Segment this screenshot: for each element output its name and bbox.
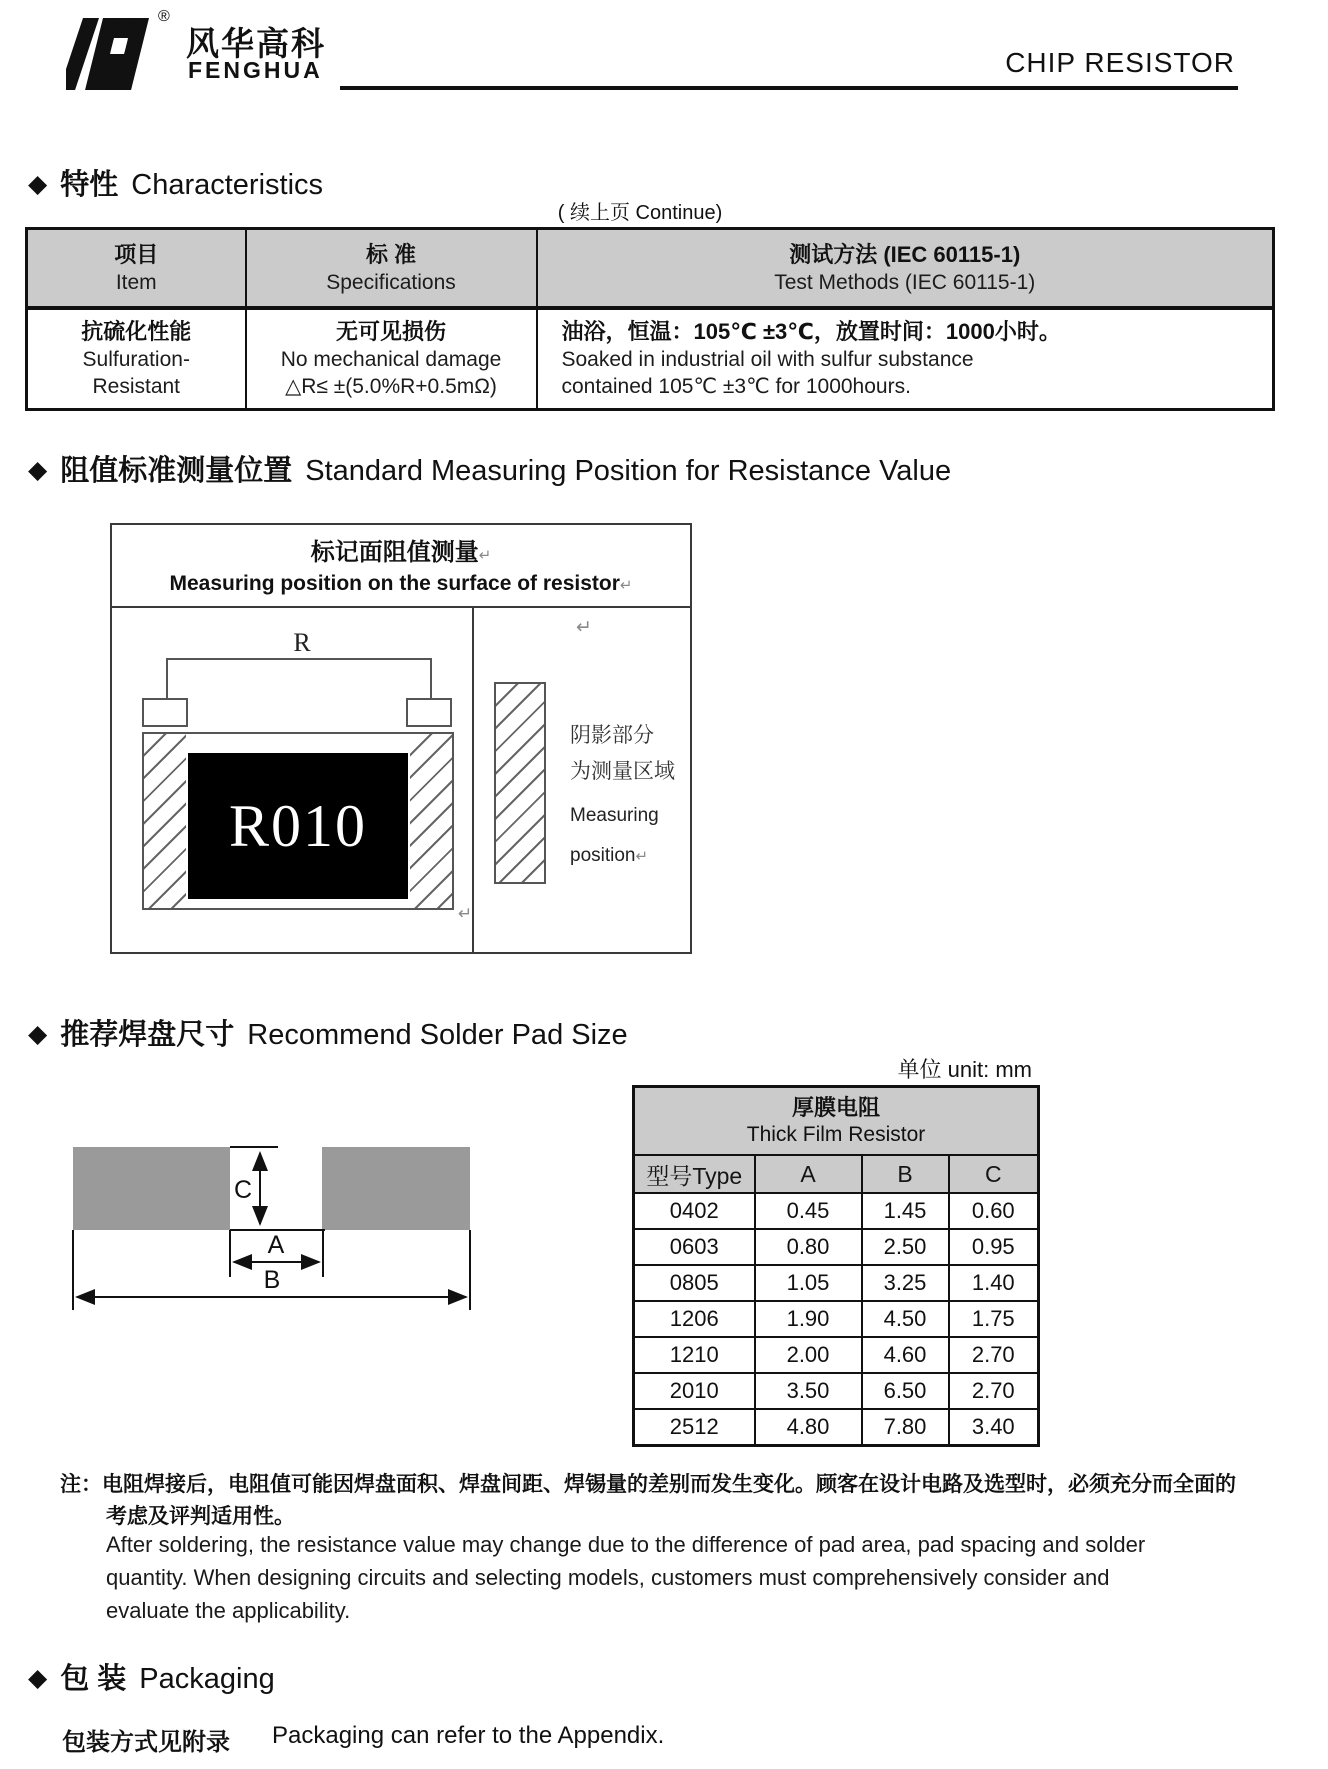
return-mark-icon: ↵ [635,848,649,865]
col-header-spec-cn: 标 准 [365,241,417,267]
solder-pad-left [73,1147,230,1230]
measuring-figure-title-cn [112,532,690,567]
method-cn: 油浴，恒温：105℃ ±3℃，放置时间：1000小时。 [561,319,1061,344]
section-title-en: Standard Measuring Position for Resistance Value [305,455,952,487]
pad-type: 2010 [634,1373,755,1409]
return-mark-icon: ↵ [458,904,473,923]
measuring-area-swatch [494,682,546,884]
cell-method [537,308,1274,410]
solder-pad-diagram [60,1140,490,1318]
pad-a: 0.80 [755,1229,862,1265]
note-line-5: evaluate the applicability. [106,1598,351,1623]
diamond-bullet-icon: ◆ [28,1664,48,1692]
section-title-cn: 包 装 [60,1663,127,1695]
pad-c: 2.70 [949,1337,1039,1373]
pad-col-c: C [949,1155,1039,1193]
measuring-figure-body [112,608,690,952]
return-mark-icon: ↵ [619,577,633,594]
shade-note-en-line2 [570,836,659,877]
pad-b: 6.50 [862,1373,949,1409]
item-en-line1: Sulfuration- [82,348,190,371]
pad-c: 1.75 [949,1301,1039,1337]
header-rule [340,86,1238,90]
shade-note-cn-line1: 阴影部分 [570,724,654,747]
chip-terminal-right [410,734,452,908]
pad-type: 0402 [634,1193,755,1229]
note-line-3: After soldering, the resistance value may change due to the difference of pad area, pad spacing and solder [106,1532,1146,1557]
return-mark-icon: ↵ [478,547,492,564]
pad-b: 7.80 [862,1409,949,1446]
section-title-en: Characteristics [131,169,324,201]
probe-contact-right [406,698,452,727]
item-en-line2: Resistant [92,375,181,398]
col-header-item-en: Item [115,270,157,294]
pad-col-a: A [755,1155,862,1193]
pad-a: 1.90 [755,1301,862,1337]
probe-contact-left [142,698,188,727]
pad-c: 2.70 [949,1373,1039,1409]
col-header-spec [246,229,537,309]
col-header-method [537,229,1274,309]
pad-col-type: 型号Type [634,1155,755,1193]
pad-a: 4.80 [755,1409,862,1446]
pad-b: 4.50 [862,1301,949,1337]
table-row [634,1337,1039,1373]
section-title-characteristics [28,162,323,203]
table-row [634,1265,1039,1301]
col-header-method-en: Test Methods (IEC 60115-1) [774,270,1036,294]
brand-name-en: FENGHUA [188,57,323,83]
registered-mark: ® [158,8,170,25]
measuring-title-en-text: Measuring position on the surface of resistor [169,572,620,595]
pad-c: 1.40 [949,1265,1039,1301]
dim-a-label: A [267,1231,285,1259]
pad-b: 3.25 [862,1265,949,1301]
pad-table-caption-en: Thick Film Resistor [746,1123,926,1146]
chip-marking: R010 [188,753,408,899]
col-header-spec-en: Specifications [326,270,456,294]
fenghua-logo-icon [66,14,150,94]
return-mark-icon: ↵ [576,617,592,638]
pad-table-caption-cn: 厚膜电阻 [792,1095,881,1120]
dim-c-label: C [233,1176,252,1204]
shade-note-en-line1: Measuring [570,805,659,826]
pad-b: 2.50 [862,1229,949,1265]
section-title-en: Packaging [139,1663,275,1695]
pad-type: 1210 [634,1337,755,1373]
characteristics-table [25,227,1275,411]
section-title-measuring [28,448,951,489]
method-en-line2: contained 105℃ ±3℃ for 1000hours. [561,375,911,398]
cell-item [27,308,246,410]
pad-type: 1206 [634,1301,755,1337]
pad-table-caption-row [634,1087,1039,1156]
chip-terminal-left [144,734,186,908]
measuring-figure-title-en [112,572,690,596]
pad-type: 2512 [634,1409,755,1446]
table-row-sulfuration [27,308,1274,410]
shade-note-en-line2-text: position [570,845,636,866]
pad-table-header-row [634,1155,1039,1193]
shade-note-cn [570,718,675,790]
shade-note-en [570,796,659,877]
spec-cn: 无可见损伤 [335,319,446,344]
continue-note: ( 续上页 Continue) [557,202,723,224]
spec-formula: △R≤ ±(5.0%R+0.5mΩ) [285,375,497,398]
measuring-position-figure [110,523,692,954]
spec-en: No mechanical damage [280,348,502,371]
pad-a: 1.05 [755,1265,862,1301]
pad-col-b: B [862,1155,949,1193]
pad-type: 0603 [634,1229,755,1265]
section-title-cn: 推荐焊盘尺寸 [60,1019,235,1051]
pad-table-caption [634,1087,1039,1156]
table-row [634,1193,1039,1229]
table-row [634,1229,1039,1265]
shade-note-cn-line2: 为测量区域 [570,760,675,783]
dim-b-label: B [263,1266,281,1294]
pad-a: 2.00 [755,1337,862,1373]
diamond-bullet-icon: ◆ [28,456,48,484]
pad-a: 3.50 [755,1373,862,1409]
diamond-bullet-icon: ◆ [28,170,48,198]
pad-c: 0.95 [949,1229,1039,1265]
pad-c: 3.40 [949,1409,1039,1446]
section-title-en: Recommend Solder Pad Size [247,1019,628,1051]
chip-resistor-drawing [142,732,454,910]
packaging-body-en: Packaging can refer to the Appendix. [272,1722,665,1749]
table-row [634,1409,1039,1446]
chip-drawing-cell [112,608,474,952]
section-title-cn: 阻值标准测量位置 [60,455,293,487]
section-title-cn: 特性 [60,169,119,201]
brand-name-cn: 风华高科 [186,25,326,62]
method-en-line1: Soaked in industrial oil with sulfur substance [561,348,974,371]
cell-spec [246,308,537,410]
page-title: CHIP RESISTOR [1005,47,1235,78]
section-title-packaging [28,1656,275,1697]
solder-pad-right [322,1147,470,1230]
packaging-body-cn: 包装方式见附录 [62,1729,230,1756]
section-title-solder-pad [28,1012,628,1053]
measuring-title-cn-text: 标记面阻值测量 [310,539,479,566]
col-header-item-cn: 项目 [114,241,159,267]
item-cn: 抗硫化性能 [81,319,192,344]
pad-type: 0805 [634,1265,755,1301]
pad-b: 1.45 [862,1193,949,1229]
solder-pad-table [632,1085,1040,1447]
col-header-item [27,229,246,309]
note-line-1: 注：电阻焊接后，电阻值可能因焊盘面积、焊盘间距、焊锡量的差别而发生变化。顾客在设计电路及选型时，必须充分而全面的 [60,1473,1236,1496]
note-line-4: quantity. When designing circuits and selecting models, customers must comprehensively consider and [106,1565,1110,1590]
unit-label: 单位 unit: mm [897,1057,1032,1082]
r-dimension-bracket [166,658,432,700]
characteristics-table-header-row [27,229,1274,309]
table-row [634,1373,1039,1409]
pad-b: 4.60 [862,1337,949,1373]
measuring-area-cell [474,608,690,952]
col-header-method-cn: 测试方法 (IEC 60115-1) [789,241,1021,267]
r-dimension-label: R [293,628,311,657]
pad-c: 0.60 [949,1193,1039,1229]
measuring-figure-header [112,532,690,608]
note-line-2: 考虑及评判适用性。 [106,1505,295,1528]
pad-a: 0.45 [755,1193,862,1229]
table-row [634,1301,1039,1337]
diamond-bullet-icon: ◆ [28,1020,48,1048]
